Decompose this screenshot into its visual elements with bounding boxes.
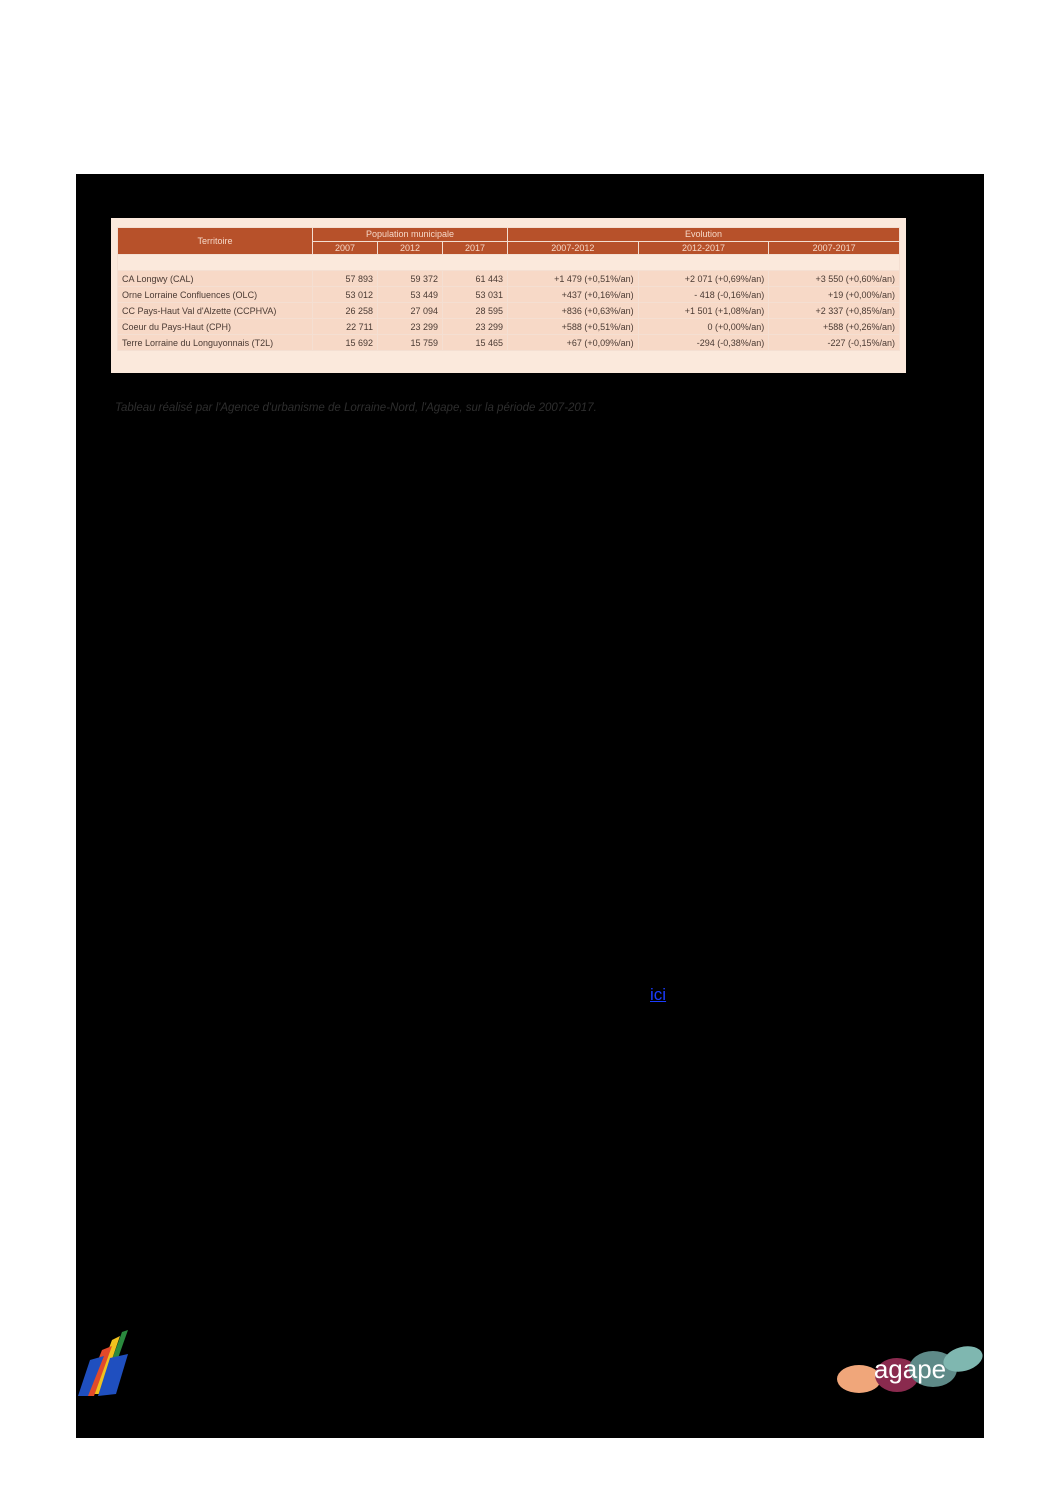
agape-logo bbox=[835, 1345, 985, 1401]
header-evolution: Evolution bbox=[508, 228, 900, 242]
cell-territoire: Orne Lorraine Confluences (OLC) bbox=[118, 287, 313, 303]
cell-evo-2012-2017: - 418 (-0,16%/an) bbox=[638, 287, 769, 303]
cell-evo-2012-2017: -294 (-0,38%/an) bbox=[638, 335, 769, 351]
region-logo bbox=[76, 1330, 132, 1402]
cell-territoire: CC Pays-Haut Val d'Alzette (CCPHVA) bbox=[118, 303, 313, 319]
cell-pop-2012: 23 299 bbox=[378, 319, 443, 335]
header-territoire: Territoire bbox=[118, 228, 313, 255]
cell-pop-2007: 57 893 bbox=[313, 271, 378, 287]
population-table bbox=[117, 227, 900, 351]
cell-evo-2007-2012: +588 (+0,51%/an) bbox=[508, 319, 639, 335]
region-logo-icon bbox=[76, 1330, 132, 1398]
cell-evo-2007-2012: +67 (+0,09%/an) bbox=[508, 335, 639, 351]
section-row-intercommunalites bbox=[118, 255, 900, 271]
cell-evo-2007-2012: +1 479 (+0,51%/an) bbox=[508, 271, 639, 287]
cell-pop-2007: 26 258 bbox=[313, 303, 378, 319]
cell-territoire: Coeur du Pays-Haut (CPH) bbox=[118, 319, 313, 335]
table-caption: Tableau réalisé par l'Agence d'urbanisme de Lorraine-Nord, l'Agape, sur la période 2007-2017. bbox=[115, 402, 597, 414]
cell-evo-2007-2017: +19 (+0,00%/an) bbox=[769, 287, 900, 303]
cell-pop-2017: 61 443 bbox=[443, 271, 508, 287]
cell-territoire: CA Longwy (CAL) bbox=[118, 271, 313, 287]
cell-evo-2012-2017: +2 071 (+0,69%/an) bbox=[638, 271, 769, 287]
cell-evo-2007-2017: +2 337 (+0,85%/an) bbox=[769, 303, 900, 319]
cell-pop-2007: 53 012 bbox=[313, 287, 378, 303]
cell-evo-2007-2012: +437 (+0,16%/an) bbox=[508, 287, 639, 303]
cell-pop-2012: 27 094 bbox=[378, 303, 443, 319]
cell-pop-2012: 53 449 bbox=[378, 287, 443, 303]
table-row bbox=[118, 287, 900, 303]
agape-logo-text: agape bbox=[873, 1354, 947, 1384]
cell-pop-2017: 28 595 bbox=[443, 303, 508, 319]
cell-pop-2012: 59 372 bbox=[378, 271, 443, 287]
cell-pop-2017: 23 299 bbox=[443, 319, 508, 335]
ici-link[interactable]: ici bbox=[650, 985, 667, 1004]
table-row bbox=[118, 335, 900, 351]
population-table-image bbox=[111, 218, 906, 373]
cell-pop-2007: 22 711 bbox=[313, 319, 378, 335]
table-row bbox=[118, 319, 900, 335]
table-row bbox=[118, 303, 900, 319]
agape-logo-icon bbox=[835, 1345, 985, 1397]
cell-evo-2007-2017: +3 550 (+0,60%/an) bbox=[769, 271, 900, 287]
cell-evo-2007-2017: +588 (+0,26%/an) bbox=[769, 319, 900, 335]
header-period-2007-2017: 2007-2017 bbox=[769, 241, 900, 255]
header-year-2017: 2017 bbox=[443, 241, 508, 255]
cell-evo-2012-2017: 0 (+0,00%/an) bbox=[638, 319, 769, 335]
cell-pop-2017: 15 465 bbox=[443, 335, 508, 351]
cell-pop-2017: 53 031 bbox=[443, 287, 508, 303]
header-year-2007: 2007 bbox=[313, 241, 378, 255]
cell-pop-2012: 15 759 bbox=[378, 335, 443, 351]
cell-territoire: Terre Lorraine du Longuyonnais (T2L) bbox=[118, 335, 313, 351]
header-period-2007-2012: 2007-2012 bbox=[508, 241, 639, 255]
cell-evo-2007-2017: -227 (-0,15%/an) bbox=[769, 335, 900, 351]
header-year-2012: 2012 bbox=[378, 241, 443, 255]
table-row bbox=[118, 271, 900, 287]
header-population: Population municipale bbox=[313, 228, 508, 242]
header-period-2012-2017: 2012-2017 bbox=[638, 241, 769, 255]
cell-evo-2012-2017: +1 501 (+1,08%/an) bbox=[638, 303, 769, 319]
cell-evo-2007-2012: +836 (+0,63%/an) bbox=[508, 303, 639, 319]
cell-pop-2007: 15 692 bbox=[313, 335, 378, 351]
